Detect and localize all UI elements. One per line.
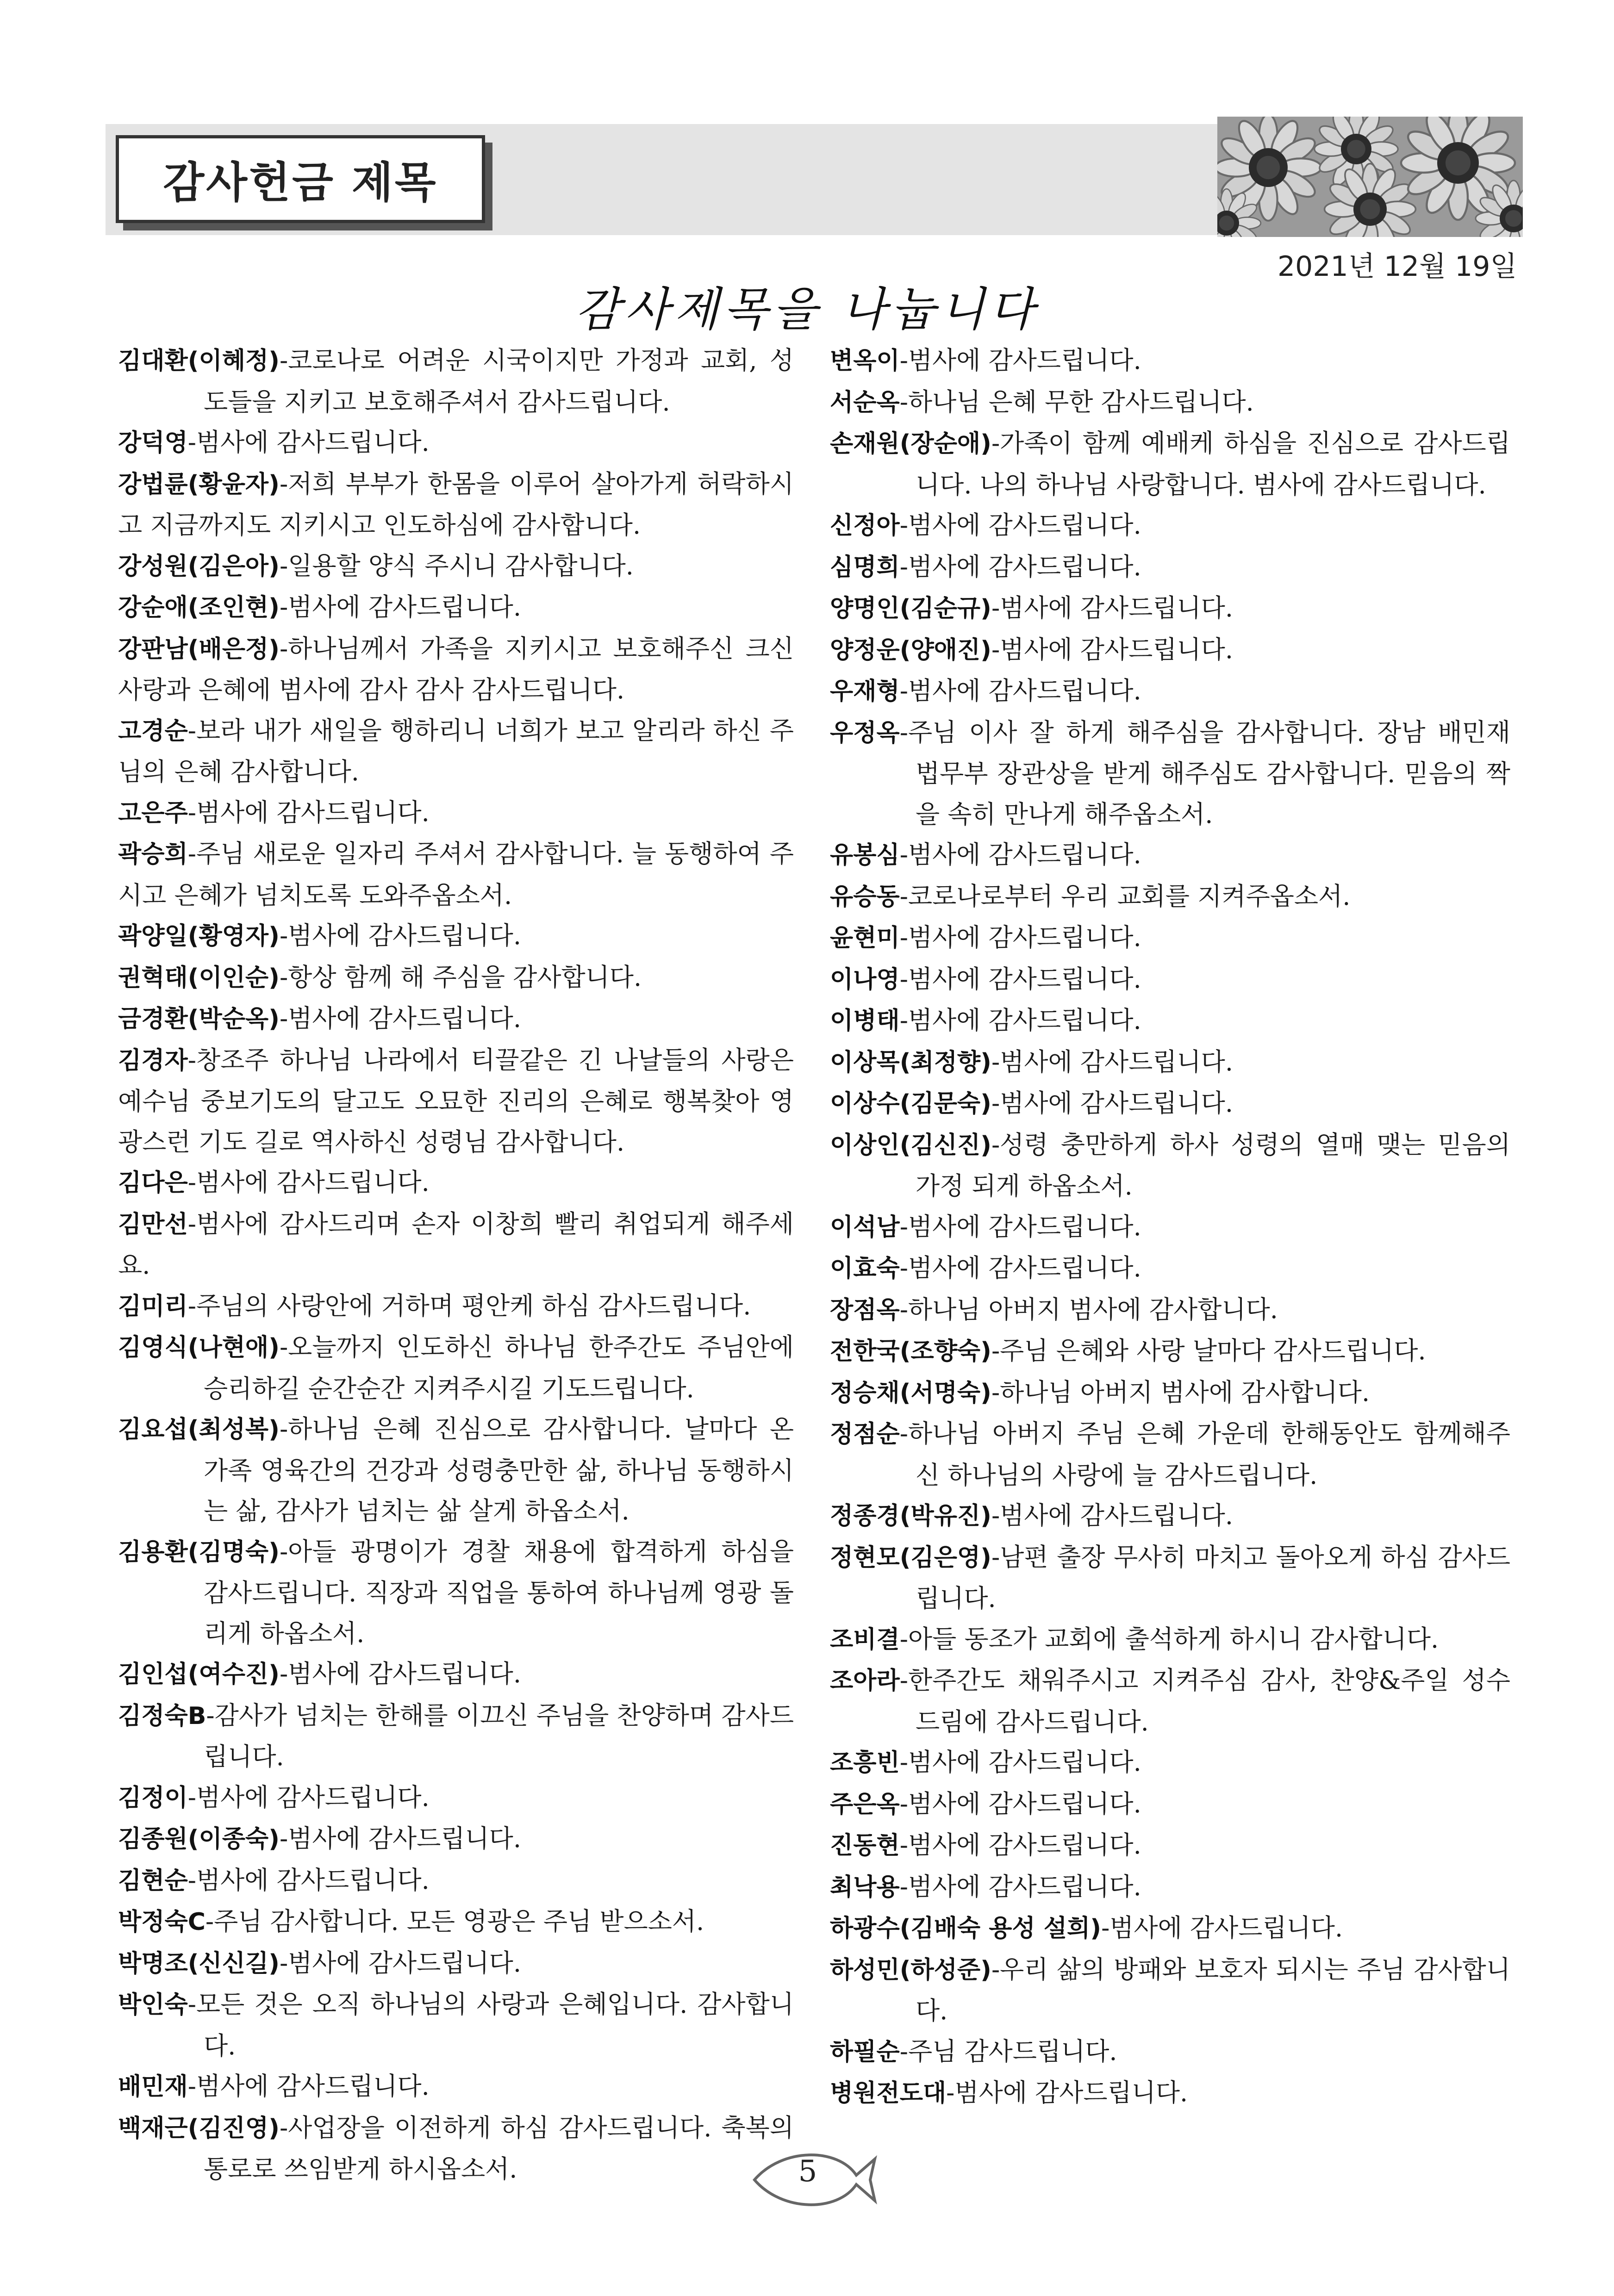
donor-name: 김요섭(최성복) bbox=[118, 1416, 280, 1444]
donor-name: 강법륜(황윤자) bbox=[118, 470, 280, 498]
donor-name: 정승채(서명숙) bbox=[830, 1379, 991, 1407]
thanks-text: -범사에 감사드립니다. bbox=[187, 797, 430, 827]
list-item bbox=[830, 876, 1510, 918]
list-item bbox=[830, 1867, 1510, 1908]
donor-name: 이나영 bbox=[830, 965, 900, 994]
thanks-text: -아들 광명이가 경찰 채용에 합격하게 하심을 감사드립니다. 직장과 직업을 통하여 하나님께 영광 돌리게 하옵소서. bbox=[204, 1537, 794, 1648]
list-item bbox=[830, 2031, 1510, 2073]
list-item bbox=[118, 1901, 794, 1943]
thanks-text: -주님 은혜와 사랑 날마다 감사드립니다. bbox=[991, 1336, 1426, 1365]
thanks-text: -하나님 아버지 주님 은혜 가운데 한해동안도 함께해주신 하나님의 사랑에 늘 감사드립니다. bbox=[899, 1419, 1510, 1490]
list-item bbox=[118, 2108, 794, 2190]
donor-name: 이효숙 bbox=[830, 1255, 900, 1282]
thanks-text: -주님의 사랑안에 거하며 평안케 하심 감사드립니다. bbox=[187, 1291, 751, 1320]
donor-name: 우정옥 bbox=[830, 719, 900, 747]
donor-name: 김영식(나현애) bbox=[118, 1334, 280, 1362]
thanks-text: -범사에 감사드립니다. bbox=[991, 1089, 1233, 1118]
donor-name: 이상목(최정향) bbox=[830, 1048, 991, 1076]
list-item bbox=[830, 1125, 1510, 1207]
list-item bbox=[830, 2072, 1510, 2114]
thanks-text: -범사에 감사드립니다. bbox=[946, 2078, 1188, 2107]
list-item bbox=[830, 340, 1510, 382]
donor-name: 김미리 bbox=[118, 1292, 188, 1320]
thanks-text: -저희 부부가 한몸을 이루어 살아가게 허락하시고 지금까지도 지키시고 인도하심에 감사합니다. bbox=[118, 469, 794, 540]
donor-name: 유승동 bbox=[830, 883, 900, 911]
thanks-text: -범사에 감사드립니다. bbox=[899, 510, 1141, 540]
thanks-text: -범사에 감사드립니다. bbox=[187, 1168, 430, 1197]
donor-name: 양명인(김순규) bbox=[830, 595, 991, 622]
thanks-text: -범사에 감사드립니다. bbox=[899, 840, 1141, 869]
donor-name: 김경자 bbox=[118, 1046, 188, 1075]
donor-name: 정현모(김은영) bbox=[830, 1543, 991, 1572]
list-item bbox=[830, 1331, 1510, 1372]
thanks-text: -범사에 감사드립니다. bbox=[899, 1212, 1141, 1241]
donor-name: 김정이 bbox=[118, 1784, 188, 1812]
list-item bbox=[830, 1784, 1510, 1825]
list-item bbox=[118, 464, 794, 546]
thanks-text: -코로나로부터 우리 교회를 지켜주옵소서. bbox=[899, 881, 1351, 911]
donor-name: 박정숙C bbox=[118, 1908, 206, 1936]
list-item bbox=[118, 1860, 794, 1902]
list-item bbox=[830, 834, 1510, 876]
list-item bbox=[830, 1908, 1510, 1949]
donor-name: 박인숙 bbox=[118, 1991, 188, 2019]
title-box bbox=[116, 135, 485, 223]
donor-name: 손재원(장순애) bbox=[830, 430, 991, 458]
thanks-text: -감사가 넘치는 한해를 이끄신 주님을 찬양하며 감사드립니다. bbox=[204, 1700, 794, 1771]
donor-name: 변옥이 bbox=[830, 347, 900, 375]
thanks-text: -일용할 양식 주시니 감사합니다. bbox=[279, 551, 634, 580]
donor-name: 전한국(조향숙) bbox=[830, 1338, 991, 1365]
thanks-text: -모든 것은 오직 하나님의 사랑과 은혜입니다. 감사합니다. bbox=[187, 1990, 794, 2060]
donor-name: 곽승희 bbox=[118, 840, 188, 868]
sunflower-decoration-icon bbox=[1217, 117, 1523, 237]
page-number: 5 bbox=[798, 2154, 817, 2189]
donor-name: 이석남 bbox=[830, 1213, 900, 1241]
list-item bbox=[830, 671, 1510, 712]
thanks-text: -주님 감사합니다. 모든 영광은 주님 받으소서. bbox=[205, 1907, 704, 1936]
thanks-text: -사업장을 이전하게 하심 감사드립니다. 축복의 통로로 쓰임받게 하시옵소서. bbox=[204, 2113, 794, 2184]
right-column bbox=[830, 340, 1510, 2114]
thanks-text: -가족이 함께 예배케 하심을 진심으로 감사드립니다. 나의 하나님 사랑합니다. 범사에 감사드립니다. bbox=[916, 429, 1510, 499]
donor-name: 정점순 bbox=[830, 1420, 900, 1448]
list-item bbox=[118, 1654, 794, 1695]
thanks-text: -성령 충만하게 하사 성령의 열매 맺는 믿음의 가정 되게 하옵소서. bbox=[916, 1130, 1510, 1201]
list-item bbox=[830, 1949, 1510, 2031]
thanks-text: -범사에 감사드립니다. bbox=[279, 1004, 521, 1033]
list-item bbox=[830, 1207, 1510, 1248]
thanks-text: -범사에 감사드립니다. bbox=[279, 1824, 521, 1853]
thanks-text: -남편 출장 무사히 마치고 돌아오게 하심 감사드립니다. bbox=[916, 1542, 1510, 1613]
thanks-text: -한주간도 채워주시고 지켜주심 감사, 찬양&주일 성수 드림에 감사드립니다. bbox=[899, 1666, 1510, 1736]
thanks-text: -범사에 감사드립니다. bbox=[991, 1501, 1233, 1530]
list-item bbox=[830, 1000, 1510, 1042]
donor-name: 주은옥 bbox=[830, 1790, 900, 1818]
list-item bbox=[118, 1984, 794, 2066]
thanks-text: -범사에 감사드립니다. bbox=[899, 964, 1141, 994]
list-item bbox=[118, 915, 794, 957]
thanks-text: -주님 이사 잘 하게 해주심을 감사합니다. 장남 배민재 법무부 장관상을 받게 해주심도 감사합니다. 믿음의 짝을 속히 만나게 해주옵소서. bbox=[899, 717, 1510, 829]
list-item bbox=[830, 382, 1510, 423]
donor-name: 금경환(박순옥) bbox=[118, 1005, 280, 1033]
donor-name: 유봉심 bbox=[830, 841, 900, 869]
page-title: 감사헌금 제목 bbox=[163, 158, 438, 207]
donor-name: 서순옥 bbox=[830, 388, 900, 417]
list-item bbox=[118, 628, 794, 710]
thanks-text: -범사에 감사드립니다. bbox=[991, 1047, 1233, 1076]
donor-name: 김종원(이종숙) bbox=[118, 1825, 280, 1853]
thanks-text: -범사에 감사드립니다. bbox=[991, 635, 1233, 664]
list-item bbox=[830, 1742, 1510, 1784]
left-column bbox=[118, 340, 794, 2190]
thanks-text: -범사에 감사드립니다. bbox=[187, 1865, 430, 1895]
list-item bbox=[830, 588, 1510, 629]
donor-name: 양정운(양애진) bbox=[830, 636, 991, 664]
list-item bbox=[830, 547, 1510, 588]
thanks-text: -하나님 은혜 무한 감사드립니다. bbox=[899, 387, 1254, 417]
list-item bbox=[830, 1825, 1510, 1867]
list-item bbox=[830, 629, 1510, 671]
donor-name: 배민재 bbox=[118, 2073, 188, 2101]
list-item bbox=[830, 1372, 1510, 1414]
donor-name: 조흥빈 bbox=[830, 1749, 900, 1777]
thanks-text: -오늘까지 인도하신 하나님 한주간도 주님안에 승리하길 순간순간 지켜주시길 기도드립니다. bbox=[204, 1332, 794, 1403]
thanks-text: -범사에 감사드립니다. bbox=[899, 1872, 1141, 1901]
thanks-text: -주님 감사드립니다. bbox=[899, 2036, 1117, 2066]
list-item bbox=[118, 1327, 794, 1409]
thanks-text: -범사에 감사드립니다. bbox=[187, 428, 430, 457]
thanks-text: -범사에 감사드립니다. bbox=[279, 1948, 521, 1978]
thanks-text: -코로나로 어려운 시국이지만 가정과 교회, 성도들을 지키고 보호해주셔서 감사드립니다. bbox=[204, 346, 794, 417]
list-item bbox=[830, 505, 1510, 547]
thanks-text: -창조주 하나님 나라에서 티끌같은 긴 나날들의 사랑은 예수님 중보기도의 달고도 오묘한 진리의 은혜로 행복찾아 영광스런 기도 길로 역사하신 성령님 감사합니다. bbox=[118, 1045, 794, 1157]
list-item bbox=[830, 917, 1510, 959]
thanks-text: -범사에 감사드립니다. bbox=[899, 1789, 1141, 1818]
donor-name: 강성원(김은아) bbox=[118, 552, 280, 580]
donor-name: 김정숙B bbox=[118, 1702, 206, 1730]
donor-name: 진동현 bbox=[830, 1832, 900, 1860]
list-item bbox=[830, 1248, 1510, 1289]
list-item bbox=[118, 957, 794, 999]
list-item bbox=[118, 1040, 794, 1163]
donor-name: 하필순 bbox=[830, 2038, 900, 2066]
donor-name: 김인섭(여수진) bbox=[118, 1661, 280, 1688]
list-item bbox=[830, 712, 1510, 835]
list-item bbox=[830, 1660, 1510, 1742]
donor-name: 정종경(박유진) bbox=[830, 1502, 991, 1530]
list-item bbox=[118, 587, 794, 628]
list-item bbox=[830, 1537, 1510, 1619]
thanks-text: -범사에 감사드립니다. bbox=[899, 676, 1141, 705]
donor-name: 조비결 bbox=[830, 1625, 900, 1654]
list-item bbox=[118, 834, 794, 915]
donor-name: 우재형 bbox=[830, 678, 900, 705]
donor-name: 강덕영 bbox=[118, 429, 188, 457]
donor-name: 하광수(김배숙 용성 설희) bbox=[830, 1915, 1102, 1942]
list-item bbox=[118, 1531, 794, 1654]
donor-name: 강순애(조인현) bbox=[118, 594, 280, 622]
thanks-text: -하나님께서 가족을 지키시고 보호해주신 크신 사랑과 은혜에 범사에 감사 감사 감사드립니다. bbox=[118, 634, 794, 704]
donor-name: 고은주 bbox=[118, 799, 188, 827]
thanks-text: -범사에 감사드립니다. bbox=[279, 921, 521, 950]
donor-name: 조아라 bbox=[830, 1667, 900, 1695]
donor-name: 하성민(하성준) bbox=[830, 1956, 991, 1984]
thanks-text: -주님 새로운 일자리 주셔서 감사합니다. 늘 동행하여 주시고 은혜가 넘치도록 도와주옵소서. bbox=[118, 839, 794, 910]
list-item bbox=[830, 1042, 1510, 1083]
list-item bbox=[830, 959, 1510, 1001]
donor-name: 권혁태(이인순) bbox=[118, 964, 280, 992]
donor-name: 심명희 bbox=[830, 553, 900, 581]
donor-name: 이병태 bbox=[830, 1007, 900, 1035]
list-item bbox=[118, 546, 794, 587]
list-item bbox=[118, 1943, 794, 1985]
list-item bbox=[118, 422, 794, 464]
donor-name: 병원전도대 bbox=[830, 2079, 947, 2107]
thanks-text: -아들 동조가 교회에 출석하게 하시니 감사합니다. bbox=[899, 1624, 1439, 1654]
list-item bbox=[118, 1204, 794, 1286]
list-item bbox=[118, 1777, 794, 1819]
list-item bbox=[118, 1695, 794, 1777]
list-item bbox=[118, 1286, 794, 1327]
donor-name: 김만선 bbox=[118, 1210, 188, 1238]
thanks-text: -범사에 감사드립니다. bbox=[899, 1006, 1141, 1035]
donor-name: 윤현미 bbox=[830, 924, 900, 952]
donor-name: 백재근(김진영) bbox=[118, 2114, 280, 2142]
thanks-text: -범사에 감사드립니다. bbox=[187, 1782, 430, 1812]
donor-name: 박명조(신신길) bbox=[118, 1949, 280, 1978]
list-item bbox=[118, 340, 794, 422]
list-item bbox=[118, 2066, 794, 2108]
donor-name: 강판남(배은정) bbox=[118, 635, 280, 663]
list-item bbox=[118, 1409, 794, 1531]
donor-name: 장점옥 bbox=[830, 1296, 900, 1324]
donor-name: 김현순 bbox=[118, 1867, 188, 1895]
thanks-text: -범사에 감사드립니다. bbox=[899, 552, 1141, 581]
donor-name: 김용환(김명숙) bbox=[118, 1538, 280, 1566]
thanks-text: -범사에 감사드립니다. bbox=[899, 1253, 1141, 1282]
thanks-text: -범사에 감사드립니다. bbox=[991, 593, 1233, 622]
thanks-text: -범사에 감사드립니다. bbox=[899, 1748, 1141, 1777]
list-item bbox=[118, 998, 794, 1040]
list-item bbox=[830, 1083, 1510, 1125]
thanks-text: -범사에 감사드립니다. bbox=[279, 1659, 521, 1688]
donor-name: 신정아 bbox=[830, 512, 900, 540]
donor-name: 김대환(이혜정) bbox=[118, 347, 280, 375]
thanks-text: -범사에 감사드립니다. bbox=[279, 592, 521, 622]
donor-name: 김다은 bbox=[118, 1169, 188, 1197]
list-item bbox=[118, 792, 794, 834]
date: 2021년 12월 19일 bbox=[1277, 250, 1517, 283]
thanks-text: -범사에 감사드립니다. bbox=[899, 1830, 1141, 1860]
list-item bbox=[118, 710, 794, 792]
thanks-text: -보라 내가 새일을 행하리니 너희가 보고 알리라 하신 주님의 은혜 감사합니다. bbox=[118, 716, 794, 786]
thanks-text: -하나님 아버지 범사에 감사합니다. bbox=[991, 1377, 1370, 1407]
thanks-text: -범사에 감사드립니다. bbox=[899, 923, 1141, 952]
donor-name: 곽양일(황영자) bbox=[118, 922, 280, 950]
list-item bbox=[830, 423, 1510, 505]
list-item bbox=[830, 1495, 1510, 1537]
donor-name: 이상인(김신진) bbox=[830, 1131, 991, 1159]
donor-name: 고경순 bbox=[118, 717, 188, 745]
subtitle: 감사제목을 나눕니다 bbox=[575, 282, 1039, 336]
thanks-text: -범사에 감사드립니다. bbox=[187, 2072, 430, 2101]
list-item bbox=[830, 1289, 1510, 1331]
thanks-text: -하나님 은혜 진심으로 감사합니다. 날마다 온 가족 영육간의 건강과 성령충만한 삶, 하나님 동행하시는 삶, 감사가 넘치는 삶 살게 하옵소서. bbox=[204, 1414, 794, 1525]
list-item bbox=[830, 1413, 1510, 1495]
list-item bbox=[830, 1619, 1510, 1661]
donor-name: 최낙용 bbox=[830, 1873, 900, 1901]
thanks-text: -범사에 감사드립니다. bbox=[1101, 1913, 1343, 1942]
thanks-text: -항상 함께 해 주심을 감사합니다. bbox=[279, 962, 642, 992]
list-item bbox=[118, 1818, 794, 1860]
thanks-text: -범사에 감사드립니다. bbox=[899, 346, 1141, 375]
thanks-text: -범사에 감사드리며 손자 이창희 빨리 취업되게 해주세요. bbox=[118, 1209, 794, 1280]
thanks-text: -우리 삶의 방패와 보호자 되시는 주님 감사합니다. bbox=[916, 1954, 1510, 2025]
thanks-text: -하나님 아버지 범사에 감사합니다. bbox=[899, 1294, 1278, 1324]
donor-name: 이상수(김문숙) bbox=[830, 1090, 991, 1118]
list-item bbox=[118, 1162, 794, 1204]
